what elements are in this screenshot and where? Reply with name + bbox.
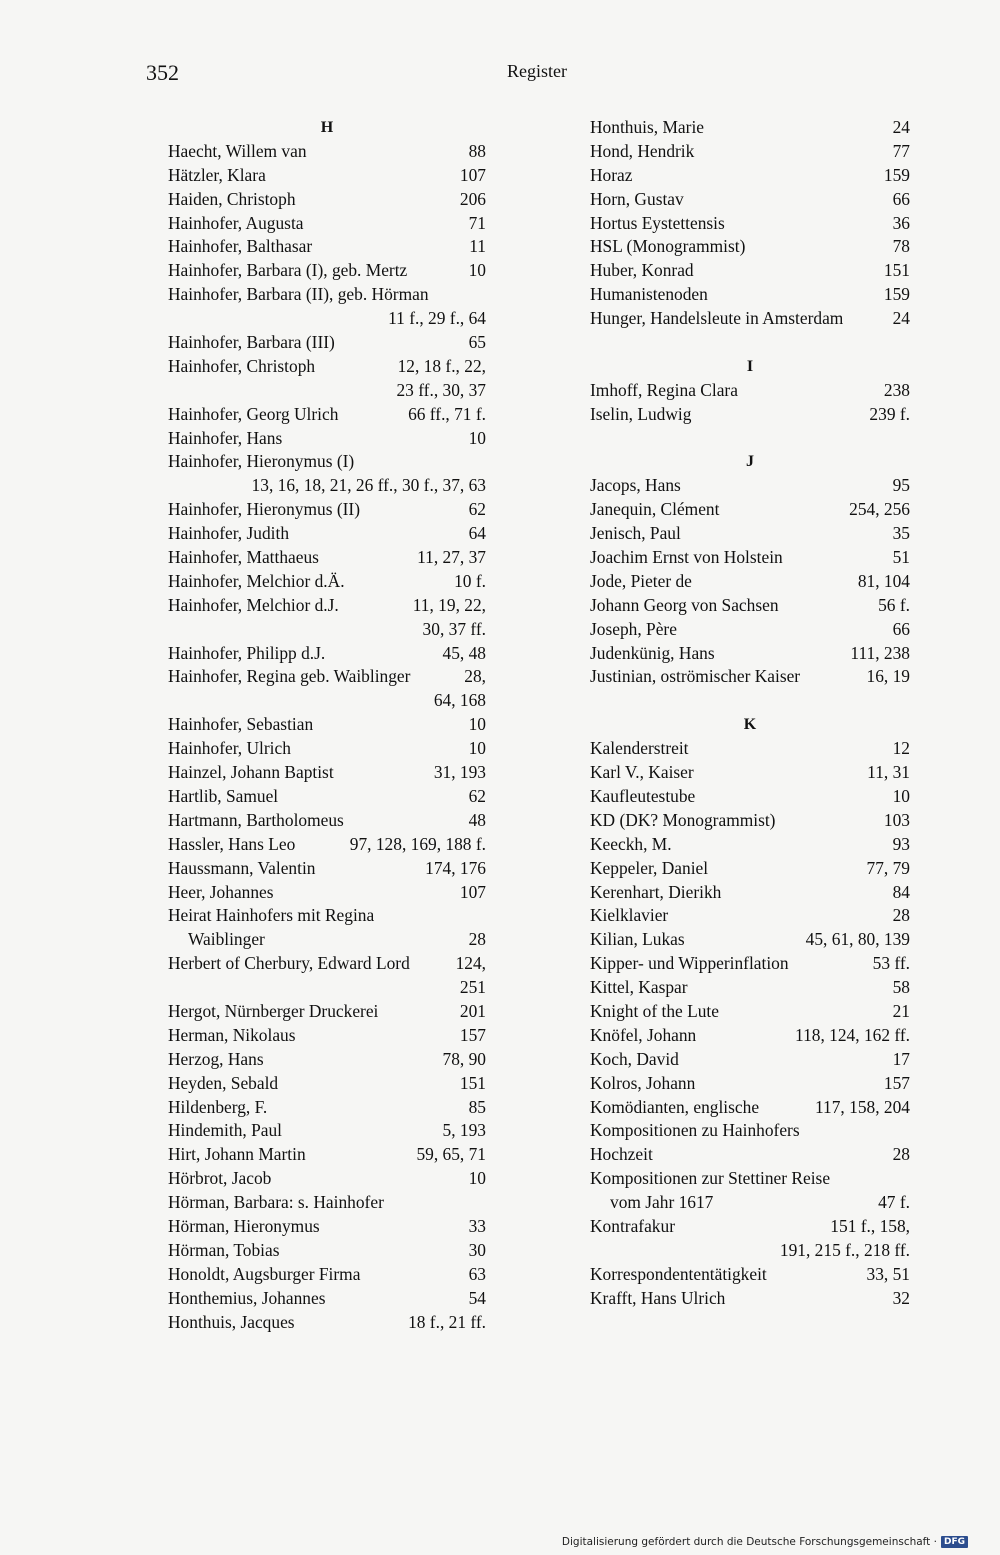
entry-name: Johann Georg von Sachsen — [590, 594, 779, 615]
index-entry — [168, 307, 486, 331]
entry-pages: 11 — [469, 236, 486, 257]
index-entry — [590, 976, 910, 1000]
index-entry — [168, 140, 486, 164]
entry-pages: 66 — [892, 188, 910, 209]
entry-name: Hörbrot, Jacob — [168, 1168, 272, 1189]
index-entry — [168, 546, 486, 570]
entry-pages: 24 — [892, 117, 910, 137]
entry-name: Hirt, Johann Martin — [168, 1144, 306, 1165]
index-entry — [168, 1167, 486, 1191]
entry-name: Hassler, Hans Leo — [168, 833, 296, 854]
entry-pages: 56 f. — [878, 594, 910, 615]
index-entry — [168, 474, 486, 498]
entry-pages: 191, 215 f., 218 ff. — [779, 1239, 910, 1260]
entry-pages: 124, — [455, 953, 486, 974]
index-entry — [590, 785, 910, 809]
entry-name: Hainhofer, Judith — [168, 523, 290, 544]
entry-pages: 117, 158, 204 — [814, 1096, 910, 1117]
index-entry — [168, 952, 486, 976]
entry-name: Iselin, Ludwig — [590, 403, 692, 424]
entry-pages: 32 — [892, 1287, 910, 1308]
index-entry — [590, 928, 910, 952]
entry-name: Hätzler, Klara — [168, 164, 266, 185]
index-entry — [590, 857, 910, 881]
entry-pages: 62 — [468, 785, 486, 806]
index-entry — [590, 737, 910, 761]
entry-pages: 254, 256 — [849, 499, 910, 520]
entry-pages: 151 — [459, 1072, 486, 1093]
entry-name: Hunger, Handelsleute in Amsterdam — [590, 308, 844, 329]
entry-name: KD (DK? Monogrammist) — [590, 809, 776, 830]
entry-pages: 107 — [459, 881, 486, 902]
index-entry — [590, 474, 910, 498]
index-entry — [590, 904, 910, 928]
index-entry — [168, 331, 486, 355]
entry-pages: 85 — [468, 1096, 486, 1117]
entry-pages: 12 — [892, 738, 910, 759]
entry-name: Hainhofer, Hieronymus (I) — [168, 451, 355, 472]
entry-pages: 174, 176 — [425, 857, 486, 878]
entry-pages: 47 f. — [878, 1192, 910, 1213]
index-entry — [590, 1263, 910, 1287]
index-entry — [590, 140, 910, 164]
index-entry — [590, 1191, 910, 1215]
entry-name: Jenisch, Paul — [590, 523, 681, 544]
index-entry — [590, 235, 910, 259]
index-entry — [168, 403, 486, 427]
index-entry — [590, 498, 910, 522]
entry-name: Komödianten, englische — [590, 1096, 760, 1117]
entry-pages: 62 — [468, 499, 486, 520]
index-entry — [168, 1072, 486, 1096]
entry-pages: 28 — [892, 905, 910, 926]
entry-name: Janequin, Clément — [590, 499, 720, 520]
entry-name: Hainhofer, Melchior d.J. — [168, 594, 339, 615]
section-heading: H — [320, 119, 334, 136]
entry-pages: 28 — [468, 929, 486, 950]
entry-pages: 63 — [468, 1263, 486, 1284]
entry-pages: 159 — [883, 284, 910, 305]
index-entry — [168, 976, 486, 1000]
entry-name: Hainhofer, Hans — [168, 427, 283, 448]
index-entry — [168, 259, 486, 283]
index-entry — [168, 1119, 486, 1143]
entry-name: Herzog, Hans — [168, 1048, 264, 1069]
entry-name: Knöfel, Johann — [590, 1024, 697, 1045]
entry-pages: 77, 79 — [866, 857, 910, 878]
entry-pages: 33, 51 — [866, 1263, 910, 1284]
index-entry — [590, 1072, 910, 1096]
section-heading: K — [743, 716, 757, 734]
entry-name: Horaz — [590, 164, 633, 185]
entry-name: Hörman, Barbara: s. Hainhofer — [168, 1192, 384, 1213]
index-entry — [168, 833, 486, 857]
entry-pages: 118, 124, 162 ff. — [795, 1024, 910, 1045]
entry-pages: 11 f., 29 f., 64 — [388, 308, 486, 329]
index-entry — [168, 427, 486, 451]
entry-pages: 45, 48 — [442, 642, 486, 663]
index-entry — [168, 1096, 486, 1120]
entry-pages: 238 — [883, 379, 910, 400]
entry-name: Hergot, Nürnberger Druckerei — [168, 1000, 379, 1021]
section-heading: J — [746, 453, 754, 471]
entry-name: Honthuis, Jacques — [168, 1311, 295, 1332]
index-entry — [590, 618, 910, 642]
entry-pages: 11, 19, 22, — [412, 594, 486, 615]
entry-name: HSL (Monogrammist) — [590, 236, 746, 257]
index-entry — [590, 594, 910, 618]
entry-name: Keeckh, M. — [590, 833, 672, 854]
index-entry — [168, 1191, 486, 1215]
index-entry — [168, 713, 486, 737]
entry-name: Justinian, oströmischer Kaiser — [590, 666, 801, 687]
entry-name: Hainhofer, Augusta — [168, 212, 304, 233]
entry-name: Hainhofer, Balthasar — [168, 236, 313, 257]
entry-pages: 64, 168 — [433, 690, 486, 711]
entry-name: Hainhofer, Melchior d.Ä. — [168, 570, 345, 591]
entry-pages: 151 f., 158, — [830, 1215, 910, 1236]
entry-name: Hainhofer, Philipp d.J. — [168, 642, 326, 663]
entry-name: Heyden, Sebald — [168, 1072, 279, 1093]
index-entry — [590, 1143, 910, 1167]
entry-pages: 24 — [892, 308, 910, 329]
entry-name: Hainhofer, Barbara (II), geb. Hörman — [168, 284, 429, 305]
index-entry — [590, 1287, 910, 1311]
entry-name: Kalenderstreit — [590, 738, 689, 759]
entry-pages: 54 — [468, 1287, 486, 1308]
entry-pages: 66 — [892, 618, 910, 639]
entry-pages: 78, 90 — [442, 1048, 486, 1069]
index-entry — [168, 235, 486, 259]
index-entry — [590, 188, 910, 212]
spacer — [590, 427, 910, 451]
index-entry — [590, 642, 910, 666]
entry-pages: 201 — [459, 1000, 486, 1021]
index-entry — [590, 570, 910, 594]
entry-name: Kerenhart, Dierikh — [590, 881, 722, 902]
entry-name: Jode, Pieter de — [590, 570, 692, 591]
entry-pages: 12, 18 f., 22, — [397, 355, 486, 376]
entry-name: Hainhofer, Sebastian — [168, 714, 314, 735]
entry-name: Judenkünig, Hans — [590, 642, 715, 663]
entry-name: Hindemith, Paul — [168, 1120, 282, 1141]
entry-name: Knight of the Lute — [590, 1000, 719, 1021]
section-heading: I — [746, 357, 754, 375]
entry-pages: 33 — [468, 1215, 486, 1236]
index-entry — [590, 283, 910, 307]
entry-pages: 97, 128, 169, 188 f. — [349, 833, 486, 854]
entry-pages: 17 — [892, 1048, 910, 1069]
index-entry — [168, 212, 486, 236]
entry-name: Hainhofer, Regina geb. Waiblinger — [168, 666, 411, 687]
entry-name: Krafft, Hans Ulrich — [590, 1287, 726, 1308]
index-entry — [168, 1215, 486, 1239]
entry-pages: 88 — [468, 140, 486, 161]
entry-pages: 28, — [464, 666, 486, 687]
entry-name: Kielklavier — [590, 905, 669, 926]
entry-name: Humanistenoden — [590, 284, 708, 305]
entry-pages: 16, 19 — [866, 666, 910, 687]
entry-pages: 48 — [468, 809, 486, 830]
entry-name: Jacops, Hans — [590, 475, 681, 496]
entry-name: Haiden, Christoph — [168, 188, 296, 209]
entry-pages: 71 — [468, 212, 486, 233]
entry-pages: 45, 61, 80, 139 — [805, 929, 910, 950]
entry-name: Heer, Johannes — [168, 881, 274, 902]
index-entry — [590, 1239, 910, 1263]
entry-name: Hainhofer, Hieronymus (II) — [168, 499, 360, 520]
entry-pages: 23 ff., 30, 37 — [396, 379, 486, 400]
entry-name: Honthuis, Marie — [590, 117, 704, 137]
entry-pages: 5, 193 — [442, 1120, 486, 1141]
page-number: 352 — [146, 60, 179, 85]
entry-name: Keppeler, Daniel — [590, 857, 709, 878]
entry-name: Hörman, Tobias — [168, 1239, 280, 1260]
entry-name: Joachim Ernst von Holstein — [590, 547, 783, 568]
entry-pages: 78 — [892, 236, 910, 257]
entry-name: Hainzel, Johann Baptist — [168, 762, 334, 783]
spacer — [590, 689, 910, 713]
entry-name: Honthemius, Johannes — [168, 1287, 326, 1308]
index-entry — [168, 928, 486, 952]
index-entry — [590, 1024, 910, 1048]
entry-name: Herman, Nikolaus — [168, 1024, 296, 1045]
entry-pages: 10 — [468, 738, 486, 759]
index-entry — [590, 833, 910, 857]
entry-pages: 93 — [892, 833, 910, 854]
entry-pages: 36 — [892, 212, 910, 233]
index-entry — [168, 857, 486, 881]
entry-name: Waiblinger — [188, 929, 265, 950]
entry-name: Kompositionen zur Stettiner Reise — [590, 1168, 831, 1189]
entry-pages: 13, 16, 18, 21, 26 ff., 30 f., 37, 63 — [251, 475, 486, 496]
footer — [562, 1536, 968, 1548]
entry-pages: 206 — [459, 188, 486, 209]
entry-pages: 10 — [892, 785, 910, 806]
index-entry — [168, 1311, 486, 1335]
entry-name: Hainhofer, Georg Ulrich — [168, 403, 339, 424]
index-entry — [168, 188, 486, 212]
entry-pages: 18 f., 21 ff. — [408, 1311, 486, 1332]
index-entry — [168, 1263, 486, 1287]
index-entry — [590, 403, 910, 427]
entry-name: Kontrafakur — [590, 1215, 675, 1236]
index-entry — [168, 1143, 486, 1167]
entry-pages: 30 — [468, 1239, 486, 1260]
entry-pages: 51 — [892, 547, 910, 568]
index-entry — [590, 665, 910, 689]
entry-pages: 251 — [459, 977, 486, 998]
entry-pages: 107 — [459, 164, 486, 185]
entry-name: Hartmann, Bartholomeus — [168, 809, 344, 830]
entry-name: Hainhofer, Barbara (I), geb. Mertz — [168, 260, 408, 281]
index-entry — [168, 904, 486, 928]
entry-name: Horn, Gustav — [590, 188, 684, 209]
entry-pages: 84 — [892, 881, 910, 902]
entry-name: Koch, David — [590, 1048, 679, 1069]
index-entry — [590, 307, 910, 331]
entry-name: Joseph, Père — [590, 618, 677, 639]
entry-pages: 157 — [459, 1024, 486, 1045]
entry-pages: 111, 238 — [850, 642, 910, 663]
index-entry — [168, 498, 486, 522]
entry-name: Kittel, Kaspar — [590, 977, 688, 998]
index-entry — [590, 1215, 910, 1239]
index-entry — [590, 881, 910, 905]
index-entry — [168, 1000, 486, 1024]
index-entry — [168, 642, 486, 666]
entry-name: Hortus Eystettensis — [590, 212, 725, 233]
entry-pages: 151 — [883, 260, 910, 281]
entry-name: Kilian, Lukas — [590, 929, 685, 950]
entry-pages: 11, 27, 37 — [417, 547, 486, 568]
index-entry — [168, 665, 486, 689]
entry-pages: 239 f. — [869, 403, 910, 424]
entry-name: Imhoff, Regina Clara — [590, 379, 738, 400]
entry-name: Hainhofer, Matthaeus — [168, 547, 319, 568]
entry-name: Korrespondententätigkeit — [590, 1263, 767, 1284]
entry-name: Honoldt, Augsburger Firma — [168, 1263, 361, 1284]
index-entry — [168, 450, 486, 474]
index-entry — [590, 164, 910, 188]
entry-pages: 35 — [892, 523, 910, 544]
index-entry — [168, 594, 486, 618]
index-column-left — [168, 116, 486, 1334]
index-entry — [168, 379, 486, 403]
entry-name: Karl V., Kaiser — [590, 762, 694, 783]
index-entry — [168, 881, 486, 905]
index-entry — [590, 116, 910, 140]
entry-pages: 77 — [892, 140, 910, 161]
entry-name: Haussmann, Valentin — [168, 857, 316, 878]
entry-pages: 64 — [468, 523, 486, 544]
entry-pages: 95 — [892, 475, 910, 496]
entry-name: Hainhofer, Barbara (III) — [168, 332, 335, 353]
entry-pages: 53 ff. — [872, 953, 910, 974]
index-entry — [168, 570, 486, 594]
entry-pages: 10 — [468, 714, 486, 735]
entry-name: Hildenberg, F. — [168, 1096, 268, 1117]
index-entry — [590, 809, 910, 833]
entry-name: Hond, Hendrik — [590, 140, 695, 161]
entry-pages: 10 — [468, 427, 486, 448]
spacer — [590, 331, 910, 355]
entry-name: Herbert of Cherbury, Edward Lord — [168, 953, 410, 974]
entry-name: Hainhofer, Ulrich — [168, 738, 291, 759]
entry-pages: 59, 65, 71 — [416, 1144, 486, 1165]
entry-pages: 31, 193 — [433, 762, 486, 783]
index-entry — [590, 1119, 910, 1143]
entry-pages: 10 — [468, 260, 486, 281]
index-entry — [168, 785, 486, 809]
index-entry — [590, 1096, 910, 1120]
entry-pages: 65 — [468, 332, 486, 353]
entry-pages: 30, 37 ff. — [422, 618, 486, 639]
entry-pages: 157 — [883, 1072, 910, 1093]
index-entry — [168, 737, 486, 761]
index-entry — [168, 283, 486, 307]
entry-pages: 66 ff., 71 f. — [408, 403, 486, 424]
index-entry — [168, 689, 486, 713]
index-entry — [590, 259, 910, 283]
index-entry — [590, 952, 910, 976]
entry-pages: 81, 104 — [857, 570, 910, 591]
entry-pages: 159 — [883, 164, 910, 185]
entry-name: Hörman, Hieronymus — [168, 1215, 320, 1236]
entry-name: Huber, Konrad — [590, 260, 694, 281]
entry-name: Heirat Hainhofers mit Regina — [168, 905, 375, 926]
entry-name: Hartlib, Samuel — [168, 785, 279, 806]
entry-name: Kompositionen zu Hainhofers — [590, 1120, 800, 1141]
entry-name: Kolros, Johann — [590, 1072, 696, 1093]
running-head: Register — [507, 61, 567, 81]
index-entry — [168, 1239, 486, 1263]
index-entry — [590, 1048, 910, 1072]
entry-pages: 10 f. — [454, 570, 486, 591]
index-entry — [168, 522, 486, 546]
index-entry — [168, 1048, 486, 1072]
index-entry — [590, 379, 910, 403]
index-entry — [168, 1287, 486, 1311]
index-entry — [590, 522, 910, 546]
entry-name: Kaufleutestube — [590, 785, 696, 806]
index-entry — [590, 1000, 910, 1024]
index-entry — [590, 761, 910, 785]
entry-name: Haecht, Willem van — [168, 140, 307, 161]
entry-pages: 21 — [892, 1000, 910, 1021]
entry-name: Hochzeit — [590, 1144, 653, 1165]
entry-name: Hainhofer, Christoph — [168, 355, 316, 376]
entry-pages: 10 — [468, 1168, 486, 1189]
entry-pages: 103 — [883, 809, 910, 830]
index-entry — [168, 809, 486, 833]
index-entry — [168, 355, 486, 379]
footer-text: Digitalisierung gefördert durch die Deutsche Forschungsgemeinschaft · — [561, 1536, 937, 1548]
entry-name: Kipper- und Wipperinflation — [590, 953, 789, 974]
index-column-right — [590, 116, 910, 1311]
index-entry — [168, 1024, 486, 1048]
dfg-logo: DFG — [941, 1536, 968, 1548]
index-entry — [168, 761, 486, 785]
index-entry — [168, 164, 486, 188]
index-entry — [590, 1167, 910, 1191]
entry-pages: 28 — [892, 1144, 910, 1165]
index-entry — [590, 546, 910, 570]
entry-pages: 11, 31 — [867, 762, 910, 783]
index-entry — [168, 618, 486, 642]
entry-name: vom Jahr 1617 — [610, 1192, 714, 1213]
entry-pages: 58 — [892, 977, 910, 998]
index-entry — [590, 212, 910, 236]
